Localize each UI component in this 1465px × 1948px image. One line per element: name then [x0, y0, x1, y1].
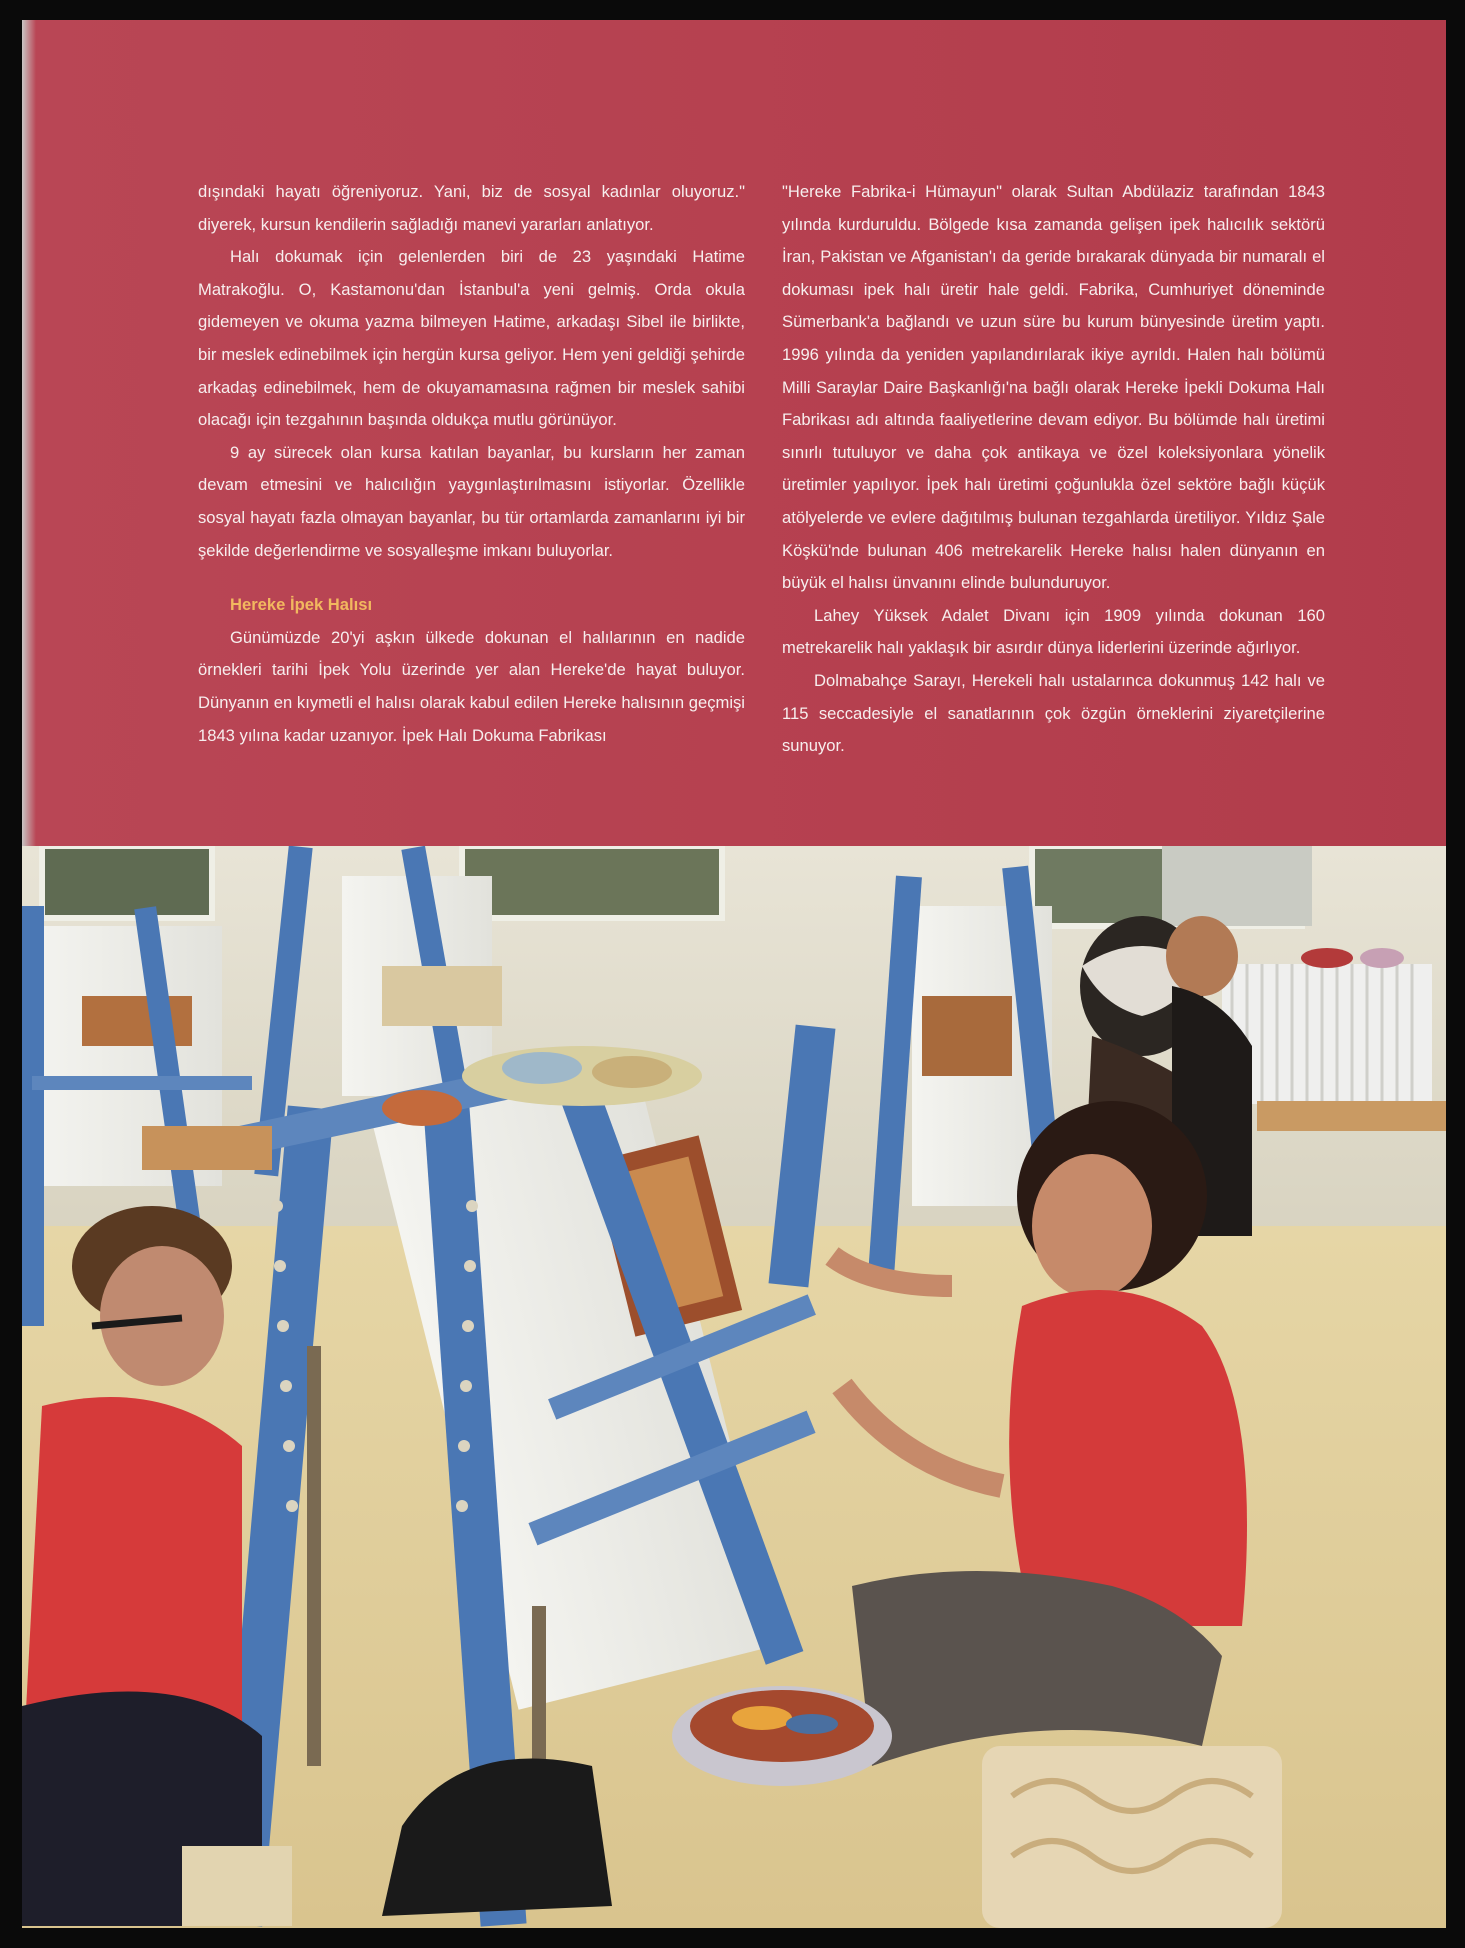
right-paragraph-1: "Hereke Fabrika-i Hümayun" olarak Sultan Abdülaziz tarafından 1843 yılında kurduruldu. Bölgede kısa zamanda gelişen ipek halıcılık sektörü İran, Pakistan ve Afganistan'ı da geride bırakarak dünyada bir numaralı el dokuması ipek halı üretir hale geldi. Fabrika, Cumhuriyet döneminde Sümerbank'a bağlandı ve uzun süre bu kurum bünyesinde üretim yaptı. 1996 yılında da yeniden yapılandırılarak ikiye ayrıldı. Halen halı bölümü Milli Saraylar Daire Başkanlığı'na bağlı olarak Hereke İpekli Dokuma Halı Fabrikası adı altında faaliyetlerine devam ediyor. Bu bölümde halı üretimi sınırlı tutuluyor ve daha çok antikaya ve özel koleksiyonlara yönelik üretimler yapılıyor. İpek halı üretimi çoğunlukla özel sektöre bağlı küçük atölyelerde ve evlere dağıtılmış bulunan tezgahlarda üretiliyor. Yıldız Şale Köşkü'nde bulunan 406 metrekarelik Hereke halısı halen dünyanın en büyük el halısı ünvanını elinde bulunduruyor. — [782, 182, 1325, 593]
left-paragraph-4: Günümüzde 20'yi aşkın ülkede dokunan el halılarının en nadide örnekleri tarihi İpek Yolu üzerinde yer alan Hereke'de hayat buluyor. Dünyanın en kıymetli el halısı olarak kabul edilen Hereke halısının geçmişi 1843 yılına kadar uzanıyor. İpek Halı Dokuma Fabrikası — [198, 627, 745, 745]
wooden-stool-left — [142, 1126, 272, 1170]
left-paragraph-3: 9 ay sürecek olan kursa katılan bayanlar, bu kursların her zaman devam etmesini ve halıcılığın yaygınlaştırılmasını istiyorlar. Özellikle sosyal hayatı fazla olmayan bayanlar, bu tür ortamlarda zamanlarını iyi bir şekilde değerlendirme ve sosyalleşme imkanı buluyorlar. — [198, 442, 745, 560]
right-paragraph-2: Lahey Yüksek Adalet Divanı için 1909 yılında dokunan 160 metrekarelik halı yaklaşık bir asırdır dünya liderlerini üzerinde ağırlıyor. — [782, 605, 1325, 658]
right-paragraph-3: Dolmabahçe Sarayı, Herekeli halı ustalarınca dokunmuş 142 halı ve 115 seccadesiyle el sanatlarının çok özgün örneklerini ziyaretçilerine sunuyor. — [782, 670, 1325, 756]
left-text-column — [198, 176, 745, 752]
section-heading: Hereke İpek Halısı — [230, 595, 373, 615]
magazine-page — [22, 20, 1446, 1928]
photo-illustration — [22, 846, 1446, 1928]
radiator — [1222, 948, 1446, 1131]
patterned-cushion — [982, 1746, 1282, 1928]
yarn-bowl — [672, 1686, 892, 1786]
article-text-panel — [22, 20, 1446, 846]
right-text-column — [782, 176, 1325, 763]
left-paragraph-2: Halı dokumak için gelenlerden biri de 23 yaşındaki Hatime Matrakoğlu. O, Kastamonu'dan İstanbul'a yeni gelmiş. Orda okula gidemeyen ve okuma yazma bilmeyen Hatime, arkadaşı Sibel ile birlikte, bir meslek edinebilmek için hergün kursa geliyor. Hem yeni geldiği şehirde arkadaş edinebilmek, hem de okuyamamasına rağmen bir meslek sahibi olacağı için tezgahının başında oldukça mutlu görünüyor. — [198, 247, 745, 430]
weaving-workshop-photo — [22, 846, 1446, 1928]
wooden-stool-base — [182, 1846, 292, 1926]
left-paragraph-1: dışındaki hayatı öğreniyoruz. Yani, biz de sosyal kadınlar oluyoruz." diyerek, kursun kendilerin sağladığı manevi yararları anlatıyor. — [198, 182, 745, 234]
